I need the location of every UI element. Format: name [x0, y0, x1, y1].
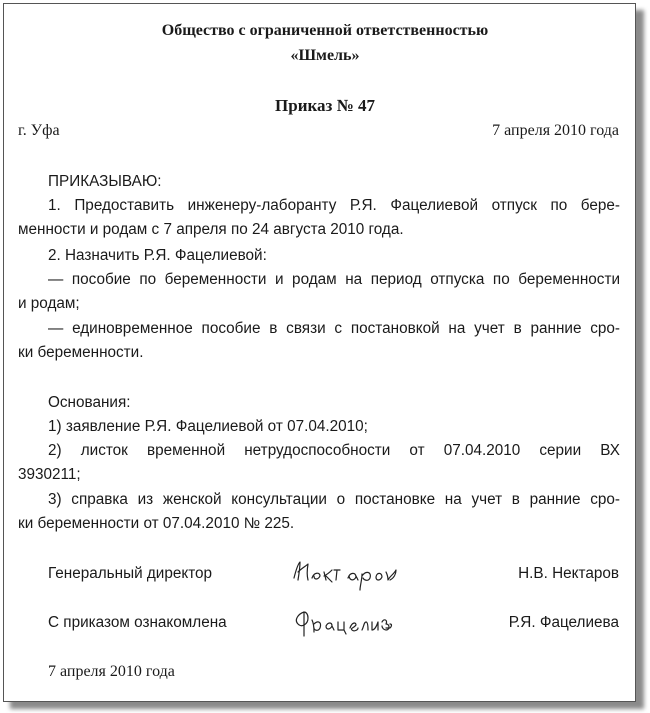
dash-1-line-1: — пособие по беременности и родам на период отпуска по беременности — [48, 271, 620, 288]
item-2: 2. Назначить Р.Я. Фацелиевой: — [48, 247, 267, 264]
director-position: Генеральный директор — [48, 565, 213, 582]
organization-name: Общество с ограниченной ответственностью — [161, 22, 489, 39]
order-date: 7 апреля 2010 года — [492, 122, 619, 139]
acknowledged-label: С приказом ознакомлена — [48, 614, 227, 631]
ground-1: 1) заявление Р.Я. Фацелиевой от 07.04.2010; — [48, 418, 368, 435]
ground-2-line-2: 3930211; — [18, 466, 81, 483]
employee-signature — [292, 606, 396, 640]
dash-2-line-2: ки беременности. — [18, 344, 144, 361]
grounds-heading: Основания: — [48, 394, 131, 411]
organization-brand: «Шмель» — [290, 47, 360, 64]
ground-3-line-1: 3) справка из женской консультации о постановке на учет в ранние сро- — [48, 491, 620, 508]
ground-3-line-2: ки беременности от 07.04.2010 № 225. — [18, 515, 295, 532]
command-word: ПРИКАЗЫВАЮ: — [48, 173, 162, 190]
employee-name: Р.Я. Фацелиева — [508, 614, 619, 631]
item-1-line-2: менности и родам с 7 апреля по 24 августа 2010 года. — [18, 221, 404, 238]
dash-1-line-2: и родам; — [18, 295, 80, 312]
final-date: 7 апреля 2010 года — [48, 663, 175, 680]
director-signature — [290, 556, 402, 592]
ground-2-line-1: 2) листок временной нетрудоспособности от 07.04.2010 серии ВХ — [48, 442, 620, 459]
order-city: г. Уфа — [18, 122, 60, 139]
director-name: Н.В. Нектаров — [518, 565, 619, 582]
dash-2-line-1: — единовременное пособие в связи с постановкой на учет в ранние сро- — [48, 320, 620, 337]
order-title: Приказ № 47 — [275, 96, 375, 115]
item-1-line-1: 1. Предоставить инженеру-лаборанту Р.Я. Фацелиевой отпуск по бере- — [48, 197, 620, 214]
